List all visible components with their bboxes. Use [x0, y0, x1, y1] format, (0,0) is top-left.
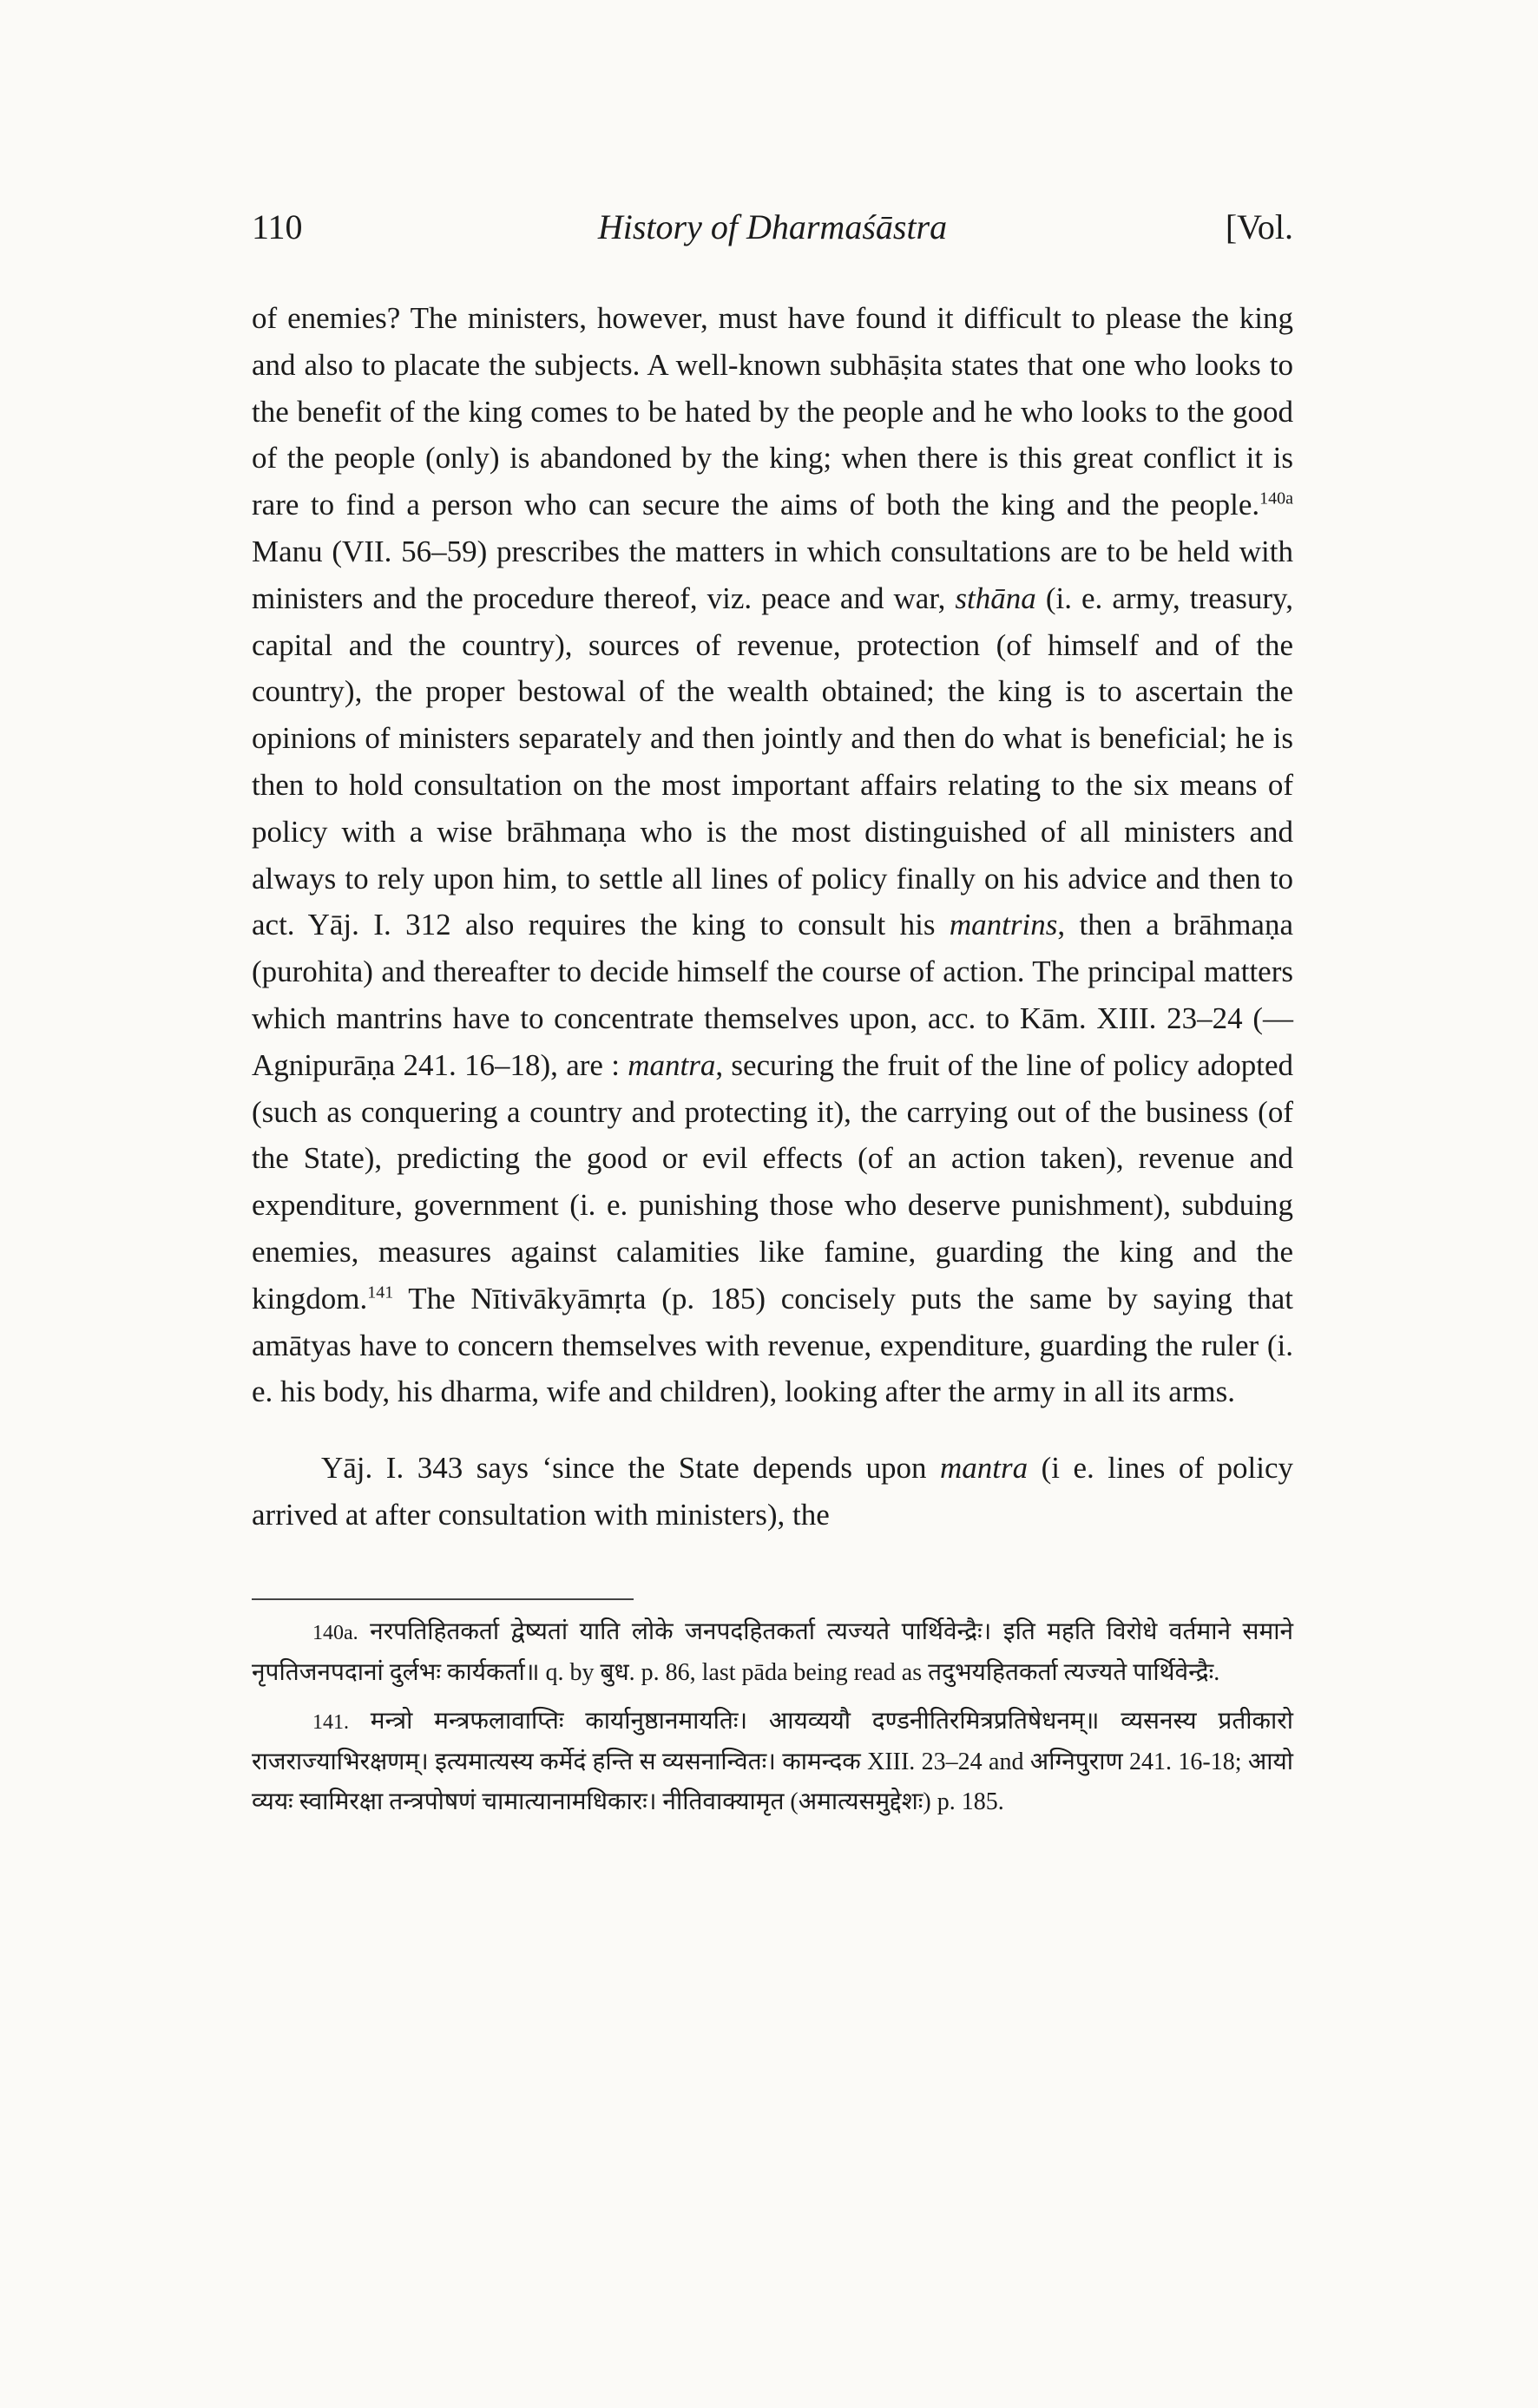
paragraph-1 [252, 295, 1293, 1415]
italic-term: sthāna [955, 581, 1036, 615]
text-run: of enemies? The ministers, however, must have found it difficult to please the king and also to placate the subjects. A well-known subhāṣita states that one who looks to the benefit of the king comes to be hated by the people and he who looks to the good of the people (only) is abandoned by the king; when there is this great conflict it is rare to find a person who can secure the aims of both the king and the people. [252, 301, 1293, 522]
text-run: Manu (VII. 56–59) prescribes the matters in which consultations are to be held with ministers and the procedure thereof, viz. peace and war, [252, 534, 1293, 615]
footnotes [252, 1612, 1293, 1822]
text-run: Yāj. I. 343 says ‘since the State depends upon [321, 1451, 940, 1486]
footnote-141 [252, 1702, 1293, 1822]
footnote-140a [252, 1612, 1293, 1693]
page-number: 110 [252, 207, 303, 246]
footnote-text: नरपतिहितकर्ता द्वेष्यतां याति लोके जनपदहितकर्ता त्यज्यते पार्थिवेन्द्रैः। इति महति विरोधे वर्तमाने समाने नृपतिजनपदानां दुर्लभः कार्यकर्ता॥ q. by बुध. p. 86, last pāda being read as तदुभयहितकर्ता त्यज्यते पार्थिवेन्द्रैः. [252, 1618, 1293, 1686]
text-run: , then a brāhmaṇa (purohita) and thereafter to decide himself the course of action. The principal matters which mantrins have to concentrate themselves upon, acc. to Kām. XIII. 23–24 (—Agnipurāṇa 241. 16–18), are : [252, 908, 1293, 1082]
footnote-ref-140a: 140a [1259, 489, 1293, 509]
text-run: (i e. lines of policy arrived at after consultation with ministers), the [252, 1451, 1293, 1532]
text-run: (i. e. army, treasury, capital and the country), sources of revenue, protection (of himself and of the country), the proper bestowal of the wealth obtained; the king is to ascertain the opinions of ministers separately and then jointly and then do what is beneficial; he is then to hold consultation on the most important affairs relating to the six means of policy with a wise brāhmaṇa who is the most distinguished of all ministers and always to rely upon him, to settle all lines of policy finally on his advice and then to act. Yāj. I. 312 also requires the king to consult his [252, 581, 1293, 942]
italic-term: mantra [939, 1451, 1029, 1486]
main-text [252, 295, 1293, 1539]
footnote-text: मन्त्रो मन्त्रफलावाप्तिः कार्यानुष्ठानमायतिः। आयव्ययौ दण्डनीतिरमित्रप्रतिषेधनम्॥ व्यसनस्य प्रतीकारो राजराज्याभिरक्षणम्। इत्यमात्यस्य कर्मेदं हन्ति स व्यसनान्वितः। कामन्दक XIII. 23–24 and अग्निपुराण 241. 16-18; आयो व्ययः स्वामिरक्षा तन्त्रपोषणं चामात्यानामधिकारः। नीतिवाक्यामृत (अमात्यसमुद्देशः) p. 185. [252, 1708, 1293, 1815]
footnote-divider [252, 1598, 634, 1600]
italic-term: mantra [628, 1047, 716, 1082]
text-run: , securing the fruit of the line of policy adopted (such as conquering a country and protecting it), the carrying out of the business (of the State), predicting the good or evil effects (of an action taken), revenue and expenditure, government (i. e. punishing those who deserve punishment), subduing enemies, measures against calamities like famine, guarding the king and the kingdom. [252, 1047, 1293, 1316]
footnote-number: 140a. [312, 1622, 358, 1644]
page-header [252, 200, 1293, 260]
volume-mark: [Vol. [1225, 207, 1293, 246]
paragraph-2 [252, 1445, 1293, 1539]
footnote-number: 141. [312, 1711, 349, 1734]
text-run: The Nītivākyāmṛta (p. 185) concisely puts the same by saying that amātyas have to concern themselves with revenue, expenditure, guarding the ruler (i. e. his body, his dharma, wife and children), looking after the army in all its arms. [252, 1281, 1293, 1409]
italic-term: mantrins [949, 908, 1058, 942]
footnote-ref-141: 141 [367, 1283, 394, 1302]
running-title: History of Dharmaśāstra [597, 207, 948, 246]
